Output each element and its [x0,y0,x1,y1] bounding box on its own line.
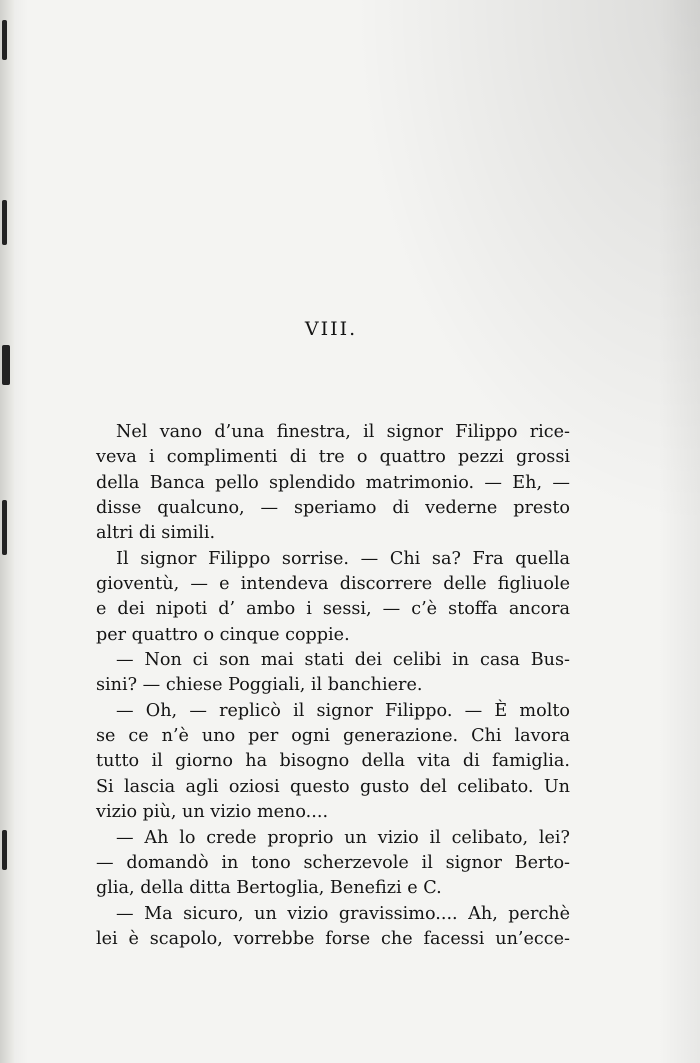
text-line: lei è scapolo, vorrebbe forse che facessi un’ecce- [96,928,570,949]
text-line: e dei nipoti d’ ambo i sessi, — c’è stoffa ancora [96,599,570,620]
text-line: disse qualcuno, — speriamo di vederne presto [96,498,570,519]
text-line: — Ah lo crede proprio un vizio il celibato, lei? [116,827,570,848]
text-line: Nel vano d’una finestra, il signor Filippo rice- [116,422,570,442]
text-line: per quattro o cinque coppie. [96,624,350,645]
text-line: — Oh, — replicò il signor Filippo. — È molto [116,700,570,721]
text-line: altri di simili. [96,523,216,544]
text-line: glia, della ditta Bertoglia, Benefizi e C. [96,878,442,899]
body-text [96,420,570,952]
text-line: tutto il giorno ha bisogno della vita di famiglia. [96,751,570,772]
text-line: gioventù, — e intendeva discorrere delle figliuole [96,574,570,595]
text-line: — Ma sicuro, un vizio gravissimo.... Ah, perchè [116,903,570,924]
text-line: sini? — chiese Poggiali, il banchiere. [96,675,423,696]
text-line: veva i complimenti di tre o quattro pezzi grossi [96,447,570,468]
text-line: — domandò in tono scherzevole il signor Berto- [96,852,570,873]
binding-mark [2,500,7,555]
text-line: Si lascia agli oziosi questo gusto del celibato. Un [96,776,570,797]
binding-mark [2,830,7,870]
text-line: se ce n’è uno per ogni generazione. Chi lavora [96,726,570,747]
binding-mark [2,20,7,60]
text-line: Il signor Filippo sorrise. — Chi sa? Fra quella [116,548,570,569]
page-gutter [0,0,14,1063]
chapter-heading: VIII. [304,318,358,340]
text-line: della Banca pello splendido matrimonio. — Eh, — [96,472,570,493]
binding-mark [2,345,10,385]
binding-mark [2,200,7,245]
text-line: vizio più, un vizio meno.... [96,802,329,823]
text-line: — Non ci son mai stati dei celibi in casa Bus- [116,650,570,671]
